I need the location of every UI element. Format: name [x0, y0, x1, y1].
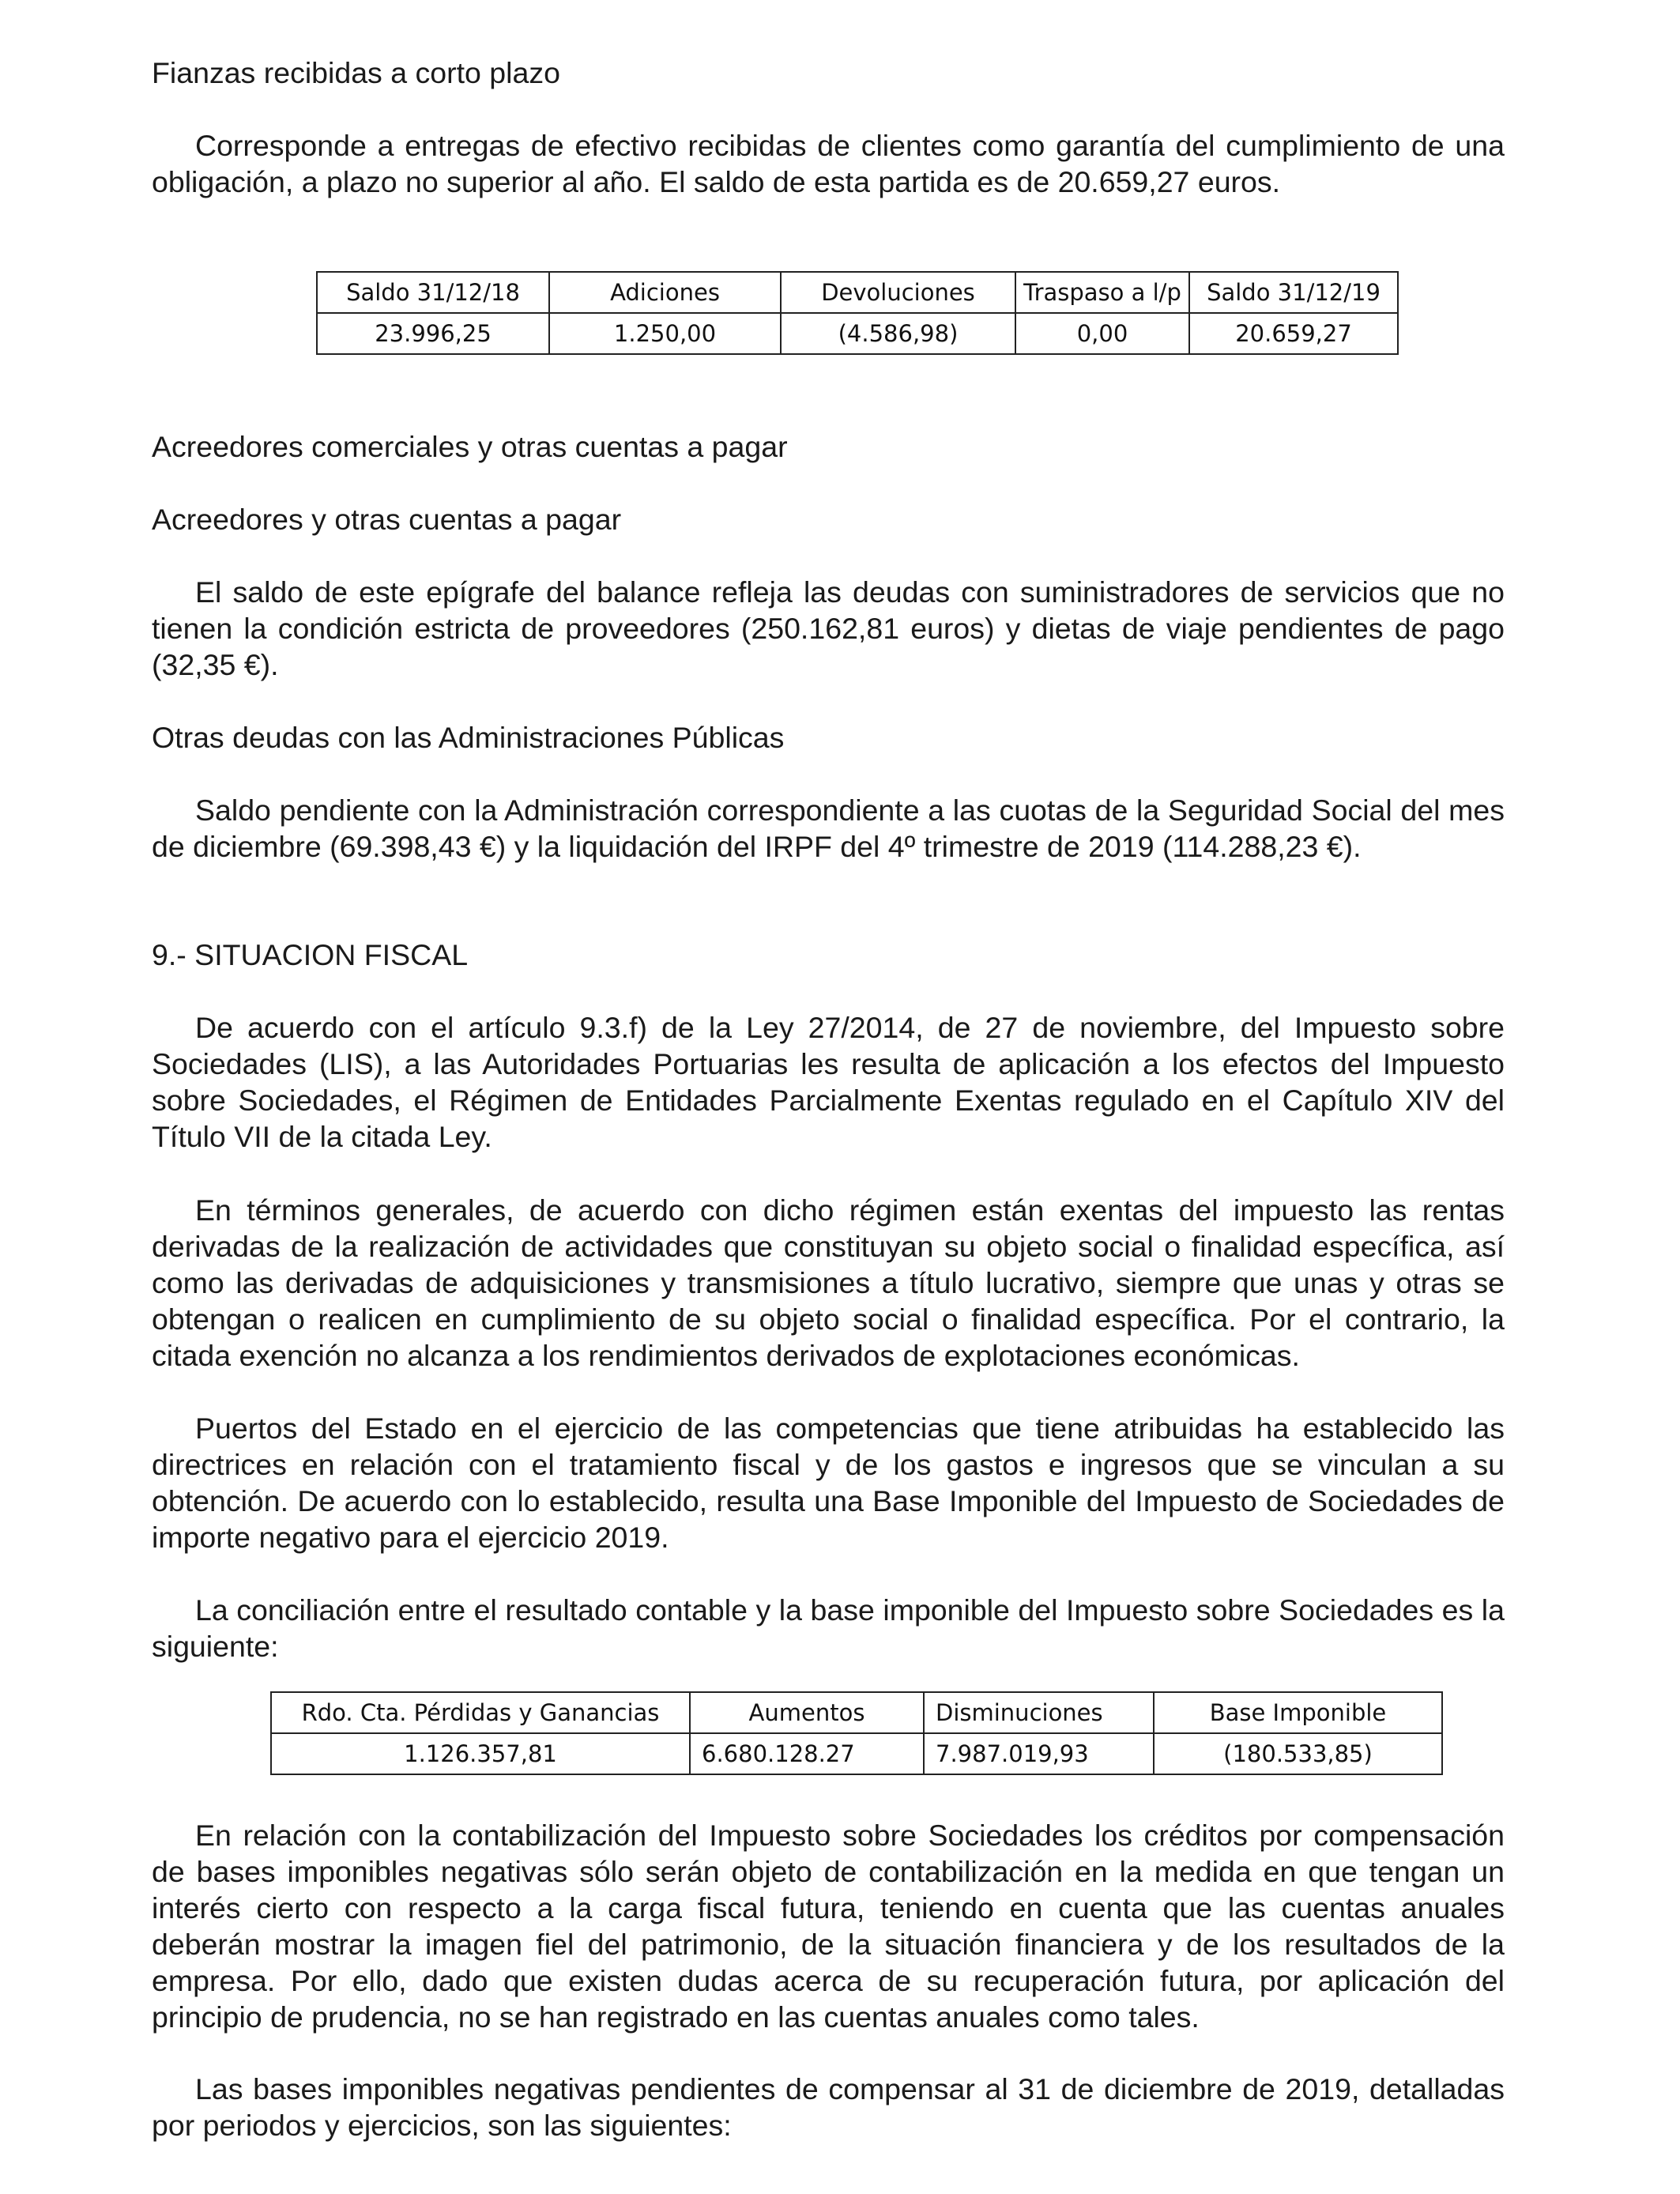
table-cell: 7.987.019,93 — [924, 1733, 1154, 1774]
table-header-row — [271, 1692, 1442, 1733]
table-header-cell: Saldo 31/12/19 — [1189, 272, 1398, 313]
table-header-row — [317, 272, 1398, 313]
paragraph-fiscal-6: Las bases imponibles negativas pendientes de compensar al 31 de diciembre de 2019, detalladas por periodos y ejercicios, son las siguientes: — [152, 2072, 1505, 2142]
table-cell: (180.533,85) — [1154, 1733, 1442, 1774]
paragraph-acreedores: El saldo de este epígrafe del balance refleja las deudas con suministradores de servicios que no tienen la condición estricta de proveedores (250.162,81 euros) y dietas de viaje pendientes de pago (32,35 €). — [152, 575, 1505, 681]
table-header-cell: Disminuciones — [924, 1692, 1154, 1733]
table-cell: 0,00 — [1015, 313, 1189, 354]
heading-fianzas: Fianzas recibidas a corto plazo — [152, 56, 560, 89]
table-header-cell: Rdo. Cta. Pérdidas y Ganancias — [271, 1692, 690, 1733]
table-header-cell: Adiciones — [549, 272, 781, 313]
heading-acreedores-comerciales: Acreedores comerciales y otras cuentas a pagar — [152, 430, 788, 463]
paragraph-fiscal-3: Puertos del Estado en el ejercicio de las competencias que tiene atribuidas ha establecido las directrices en relación con el tratamiento fiscal y de los gastos e ingresos que se vinculan a su obtención. De acuerdo con lo establecido, resulta una Base Imponible del Impuesto de Sociedades de importe negativo para el ejercicio 2019. — [152, 1412, 1505, 1554]
table-header-cell: Aumentos — [690, 1692, 924, 1733]
table-fianzas — [316, 271, 1399, 355]
paragraph-fiscal-4: La conciliación entre el resultado contable y la base imponible del Impuesto sobre Sociedades es la siguiente: — [152, 1593, 1505, 1663]
heading-acreedores: Acreedores y otras cuentas a pagar — [152, 503, 622, 536]
paragraph-fiscal-1: De acuerdo con el artículo 9.3.f) de la Ley 27/2014, de 27 de noviembre, del Impuesto sobre Sociedades (LIS), a las Autoridades Portuarias les resulta de aplicación a los efectos del Impuesto sobre Sociedades, el Régimen de Entidades Parcialmente Exentas regulado en el Capítulo XIV del Título VII de la citada Ley. — [152, 1011, 1505, 1153]
paragraph-otras-deudas: Saldo pendiente con la Administración correspondiente a las cuotas de la Seguridad Social del mes de diciembre (69.398,43 €) y la liquidación del IRPF del 4º trimestre de 2019 (114.288,23 €). — [152, 794, 1505, 863]
paragraph-fianzas: Corresponde a entregas de efectivo recibidas de clientes como garantía del cumplimiento de una obligación, a plazo no superior al año. El saldo de esta partida es de 20.659,27 euros. — [152, 129, 1505, 198]
table-row — [271, 1733, 1442, 1774]
table-conciliacion — [270, 1691, 1443, 1775]
table-cell: 20.659,27 — [1189, 313, 1398, 354]
heading-otras-deudas: Otras deudas con las Administraciones Públicas — [152, 721, 785, 754]
table-header-cell: Saldo 31/12/18 — [317, 272, 549, 313]
heading-situacion-fiscal: 9.- SITUACION FISCAL — [152, 938, 469, 971]
table-cell: 1.250,00 — [549, 313, 781, 354]
table-header-cell: Devoluciones — [781, 272, 1015, 313]
table-cell: 6.680.128.27 — [690, 1733, 924, 1774]
table-header-cell: Base Imponible — [1154, 1692, 1442, 1733]
table-header-cell: Traspaso a l/p — [1015, 272, 1189, 313]
paragraph-fiscal-2: En términos generales, de acuerdo con dicho régimen están exentas del impuesto las rentas derivadas de la realización de actividades que constituyan su objeto social o finalidad específica, así como las derivadas de adquisiciones y transmisiones a título lucrativo, siempre que unas y otras se obtengan o realicen en cumplimiento de su objeto social o finalidad específica. Por el contrario, la citada exención no alcanza a los rendimientos derivados de explotaciones económicas. — [152, 1193, 1505, 1372]
paragraph-fiscal-5: En relación con la contabilización del Impuesto sobre Sociedades los créditos por compensación de bases imponibles negativas sólo serán objeto de contabilización en la medida en que tengan un interés cierto con respecto a la carga fiscal futura, teniendo en cuenta que las cuentas anuales deberán mostrar la imagen fiel del patrimonio, de la situación financiera y de los resultados de la empresa. Por ello, dado que existen dudas acerca de su recuperación futura, por aplicación del principio de prudencia, no se han registrado en las cuentas anuales como tales. — [152, 1819, 1505, 2034]
table-row — [317, 313, 1398, 354]
table-cell: 1.126.357,81 — [271, 1733, 690, 1774]
table-cell: (4.586,98) — [781, 313, 1015, 354]
table-cell: 23.996,25 — [317, 313, 549, 354]
